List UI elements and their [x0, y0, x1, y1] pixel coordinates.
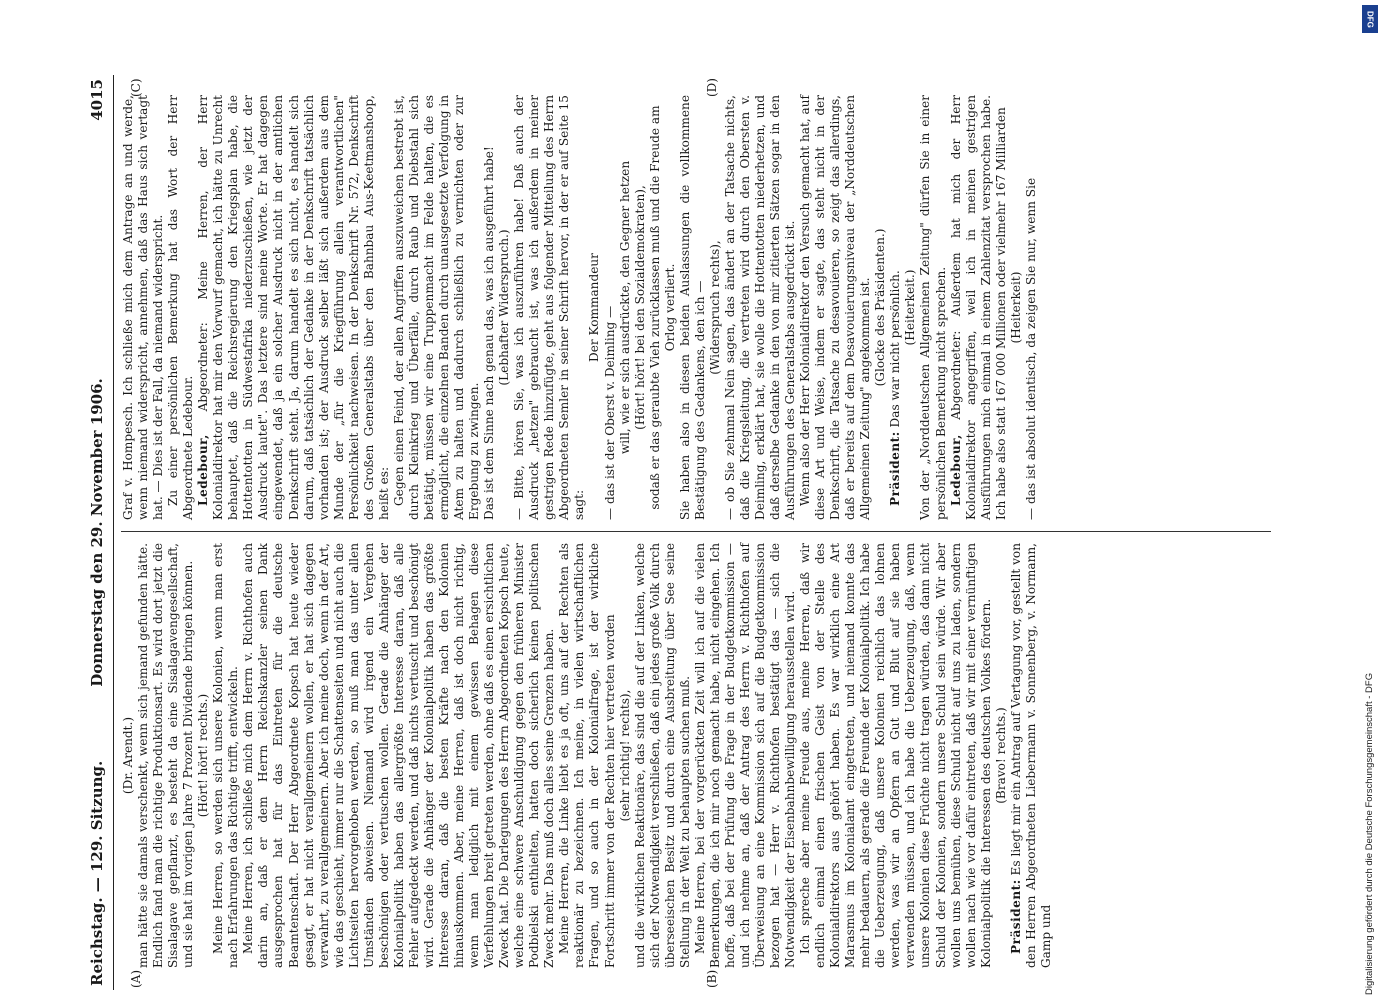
- paragraph: — das ist der Oberst v. Deimling —: [602, 305, 617, 520]
- stage-direction: (Lebhafter Widerspruch.): [497, 229, 512, 386]
- stage-direction: (Widerspruch rechts),: [707, 240, 722, 375]
- paragraph: Meine Herren, so werden sich unsere Kolonien, wenn man erst nach Erfahrungen das Richtige trifft, entwickeln.: [211, 543, 241, 968]
- paragraph: Zu einer persönlichen Bemerkung hat das Wort der Herr Abgeordnete Ledebour.: [166, 95, 196, 520]
- speaker-paragraph: [1009, 543, 1054, 968]
- stage-direction: sodaß er das geraubte Vieh zurücklassen muß und die Freude am Orlog verliert.: [647, 105, 677, 510]
- paragraph: — ob Sie zehnmal Nein sagen, das ändert an der Tatsache nichts, daß die Kriegsleitung, die vertreten wird durch den Obersten v. Deimling, erklärt hat, sie wolle die Hottentotten niederhetzen, und daß derselbe Gedanke in den von mir zitierten Sätzen sogar in den Ausführungen des Generalstabs ausgedrückt ist.: [722, 95, 798, 520]
- stage-direction: (Hört! hört! bei den Sozialdemokraten),: [632, 185, 647, 430]
- paragraph: — das ist absolut identisch, da zeigen Sie nur, wenn Sie: [1023, 177, 1038, 520]
- paragraph: Meine Herren, die Linke liebt es ja oft, uns auf der Rechten als reaktionär zu bezeichnen. Ich meine, in vielen wirtschaftlichen Fragen, und so auch in der Kolonialfrage, ist der wirkliche Fortschritt immer von der Rechten hier vertreten worden: [557, 543, 617, 968]
- speech-text: Es liegt mir ein Antrag auf Vertagung vor, gestellt von den Herren Abgeordneten Liebermann v. Sonnenberg, v. Normann, Gamp und: [1008, 543, 1053, 968]
- paragraph: und die wirklichen Reaktionäre, das sind die auf der Linken, welche sich der Notwendigkeit verschließen, daß ein jedes große Volk durch überseeischen Besitz und durch eine Ausbreitung über See seine Stellung in der Welt zu behaupten suchen muß.: [632, 543, 692, 968]
- header-left: Reichstag. — 129. Sitzung.: [88, 760, 106, 986]
- column-divider: [121, 531, 1271, 532]
- stage-direction: (Heiterkeit): [1008, 271, 1023, 344]
- speaker-name: Ledebour,: [196, 434, 211, 506]
- stage-direction: will, wie er sich ausdrückte, den Gegner hetzen: [617, 160, 632, 455]
- speech-text: Abgeordneter: Meine Herren, der Herr Kolonialdirektor hat mir den Vorwurf gemacht, ich hätte zu Unrecht behauptet, daß die Reichsregierung den Kriegsplan habe, die Hottentotten in Südwestafrika niederzuschießen, wie jetzt der Ausdruck lautet". Das letztere sind meine Worte. Er hat dagegen eingewendet, daß ja ein solcher Ausdruck nicht in der amtlichen Denkschrift steht. Ja, darum handelt es sich nicht, es handelt sich darum, daß tatsächlich der Gedanke in der Denkschrift tatsächlich vorhanden ist; der Ausdruck selber läßt sich außerdem aus dem Munde der „für die Kriegführung allein verantwortlichen" Persönlichkeit nachweisen. In der Denkschrift Nr. 572, Denkschrift des Großen Generalstabs über den Bahnbau Aus-Keetmanshoop, heißt es:: [196, 95, 391, 520]
- speaker-paragraph: [196, 95, 392, 520]
- paragraph: Von der „Norddeutschen Allgemeinen Zeitung" dürfen Sie in einer persönlichen Bemerkung nicht sprechen.: [918, 95, 948, 520]
- margin-marker-c: (C): [129, 78, 143, 97]
- paragraph: Meine Herren, bei der vorgerückten Zeit will ich auf die vielen Bemerkungen, die ich mir noch gemacht habe, nicht eingehen. Ich hoffe, daß bei der Prüfung die Frage in der Budgetkommission — und ich nehme an, daß der Antrag des Herrn v. Richthofen auf Überweisung an eine Kommission sich auf die Budgetkommission bezogen hat — Herr v. Richthofen bestätigt das — sich die Notwendigkeit der Eisenbahnbewilligung herausstellen wird.: [692, 543, 798, 968]
- stage-direction: (Glocke des Präsidenten.): [873, 228, 888, 387]
- paragraph: Wenn also der Herr Kolonialdirektor den Versuch gemacht hat, auf diese Art und Weise, indem er sagte, das steht nicht in der Denkschrift, die Tatsache zu desavouieren, so zeigt das allerdings, daß er bereits auf dem Desavouierungsniveau der „Norddeutschen Allgemeinen Zeitung" angekommen ist.: [798, 95, 873, 520]
- stage-direction: Der Kommandeur: [587, 253, 602, 362]
- paragraph: Das ist dem Sinne nach genau das, was ich ausgeführt habe!: [482, 146, 497, 520]
- paragraph: Sie haben also in diesen beiden Auslassungen die vollkommene Bestätigung des Gedankens, den ich —: [677, 95, 707, 520]
- speaker-name: Präsident:: [1008, 879, 1023, 954]
- left-column: [121, 543, 1054, 968]
- paragraph: Gegen einen Feind, der allen Angriffen auszuweichen bestrebt ist, durch Kleinkrieg und Überfälle, durch Raub und Diebstahl sich betätigt, müssen wir eine Truppenmacht im Felde halten, die es ermöglicht, die einzelnen Banden durch unausgesetzte Verfolgung in Atem zu halten und dadurch schließlich zu vernichten oder zur Ergebung zu zwingen.: [391, 95, 482, 520]
- speech-text: Abgeordneter: Außerdem hat mich der Herr Kolonialdirektor angegriffen, weil ich in meinen gestrigen Ausführungen mich einmal in einem Zahlenzitat versprochen habe. Ich habe also statt 167 000 Millionen oder vielmehr 167 Milliarden: [948, 95, 1008, 520]
- paragraph: Ich spreche aber meine Freude aus, meine Herren, daß wir endlich einmal einen frischen Geist von der Stelle des Kolonialdirektors aus gehört haben. Es war wirklich eine Art Marasmus im Kolonialamt eingetreten, und niemand konnte das mehr bedauern, als gerade die Freunde der Kolonialpolitik. Ich habe die Ueberzeugung, daß unsere Kolonien reichlich das lohnen werden, was wir an Opfern an Gut und Blut auf sie haben verwenden müssen, und ich habe die Ueberzeugung, daß, wenn unsere Kolonien diese Früchte nicht tragen würden, das dann nicht Schuld der Kolonien, sondern unsere Schuld sein würde. Wir aber wollen uns bemühen, diese Schuld nicht auf uns zu laden, sondern wollen nach wie vor dafür eintreten, daß wir mit einer vernünftigen Kolonialpolitik die Interessen des deutschen Volkes fördern.: [798, 543, 993, 968]
- paragraph: Meine Herren, ich schließe mich dem Herrn v. Richthofen auch darin an, daß er dem Herrn Reichskanzler seinen Dank ausgesprochen hat für das Eintreten für die deutsche Beamtenschaft. Der Herr Abgeordnete Kopsch hat heute wieder gesagt, er hat nicht verallgemeinern wollen, er hat sich dagegen verwahrt, zu verallgemeinern. Aber ich meine doch, wenn in der Art, wie das geschieht, immer nur die Schattenseiten und nicht auch die Lichtseiten hervorgehoben werden, so muß man das unter allen Umständen abweisen. Niemand wird irgend ein Vergehen beschönigen oder vertuschen wollen. Gerade die Anhänger der Kolonialpolitik haben das allergrößte Interesse daran, daß alle Fehler aufgedeckt werden, und daß nichts vertuscht und beschönigt wird. Gerade die Anhänger der Kolonialpolitik haben das größte Interesse daran, daß die besten Kräfte nach den Kolonien hinauskommen. Aber, meine Herren, daß ist doch nicht richtig, wenn man lediglich mit einem gewissen Behagen diese Verfehlungen breit getreten werden, ohne daß es einen ersichtlichen Zweck hat. Die Darlegungen des Herrn Abgeordneten Kopsch heute, welche eine schwere Anschuldigung gegen den früheren Minister Podbielski enthielten, hatten doch sicherlich keinen politischen Zweck mehr. Das muß doch alles seine Grenzen haben.: [241, 543, 557, 968]
- page-header: [85, 75, 114, 990]
- header-center: Donnerstag den 29. November 1906.: [88, 378, 106, 687]
- speaker-name: Präsident:: [888, 431, 903, 506]
- stage-direction: (Heiterkeit.): [903, 269, 918, 346]
- stage-direction: (Dr. Arendt.): [121, 716, 135, 795]
- paragraph: man hätte sie damals verschenkt, wenn sich jemand gefunden hätte. Endlich fand man die richtige Produktionsart. Es wird dort jetzt die Sisalagave gepflanzt, es besteht da eine Sisalagavengesellschaft, und sie hat im vorigen Jahre 7 Prozent Dividende bringen können.: [136, 543, 196, 968]
- margin-marker-a: (A): [129, 969, 143, 988]
- stage-direction: (Hört! hört! rechts.): [196, 693, 211, 818]
- speaker-paragraph: [949, 95, 1009, 520]
- paragraph: — Bitte, hören Sie, was ich auszuführen habe! Daß auch der Ausdruck „hetzen" gebraucht ist, was ich außerdem in meiner gestrigen Rede hinzufügte, geht aus folgender Mitteilung des Herrn Abgeordneten Semler in seiner Schrift hervor, in der er auf Seite 15 sagt:: [512, 95, 587, 520]
- page-number: 4015: [88, 79, 106, 121]
- margin-marker-b: (B): [705, 969, 719, 988]
- digitization-stamp: [1362, 5, 1380, 995]
- speaker-paragraph: [888, 95, 903, 520]
- stage-direction: (sehr richtig! rechts),: [617, 689, 632, 822]
- stamp-text: Digitalisierung gefördert durch die Deutsche Forschungsgemeinschaft - DFG: [1364, 672, 1375, 995]
- stage-direction: (Bravo! rechts.): [993, 707, 1008, 804]
- paragraph: Graf v. Hompesch. Ich schließe mich dem Antrage an und werde, wenn niemand widerspricht, annehmen, daß das Haus sich vertagt hat. — Dies ist der Fall, da niemand widerspricht.: [121, 95, 166, 520]
- margin-marker-d: (D): [705, 78, 719, 97]
- document-page: [85, 75, 1310, 990]
- dfg-logo: DFG: [1362, 5, 1378, 33]
- speech-text: Das war nicht persönlich.: [888, 270, 903, 428]
- right-column: [121, 95, 1039, 520]
- speaker-name: Ledebour,: [948, 434, 963, 506]
